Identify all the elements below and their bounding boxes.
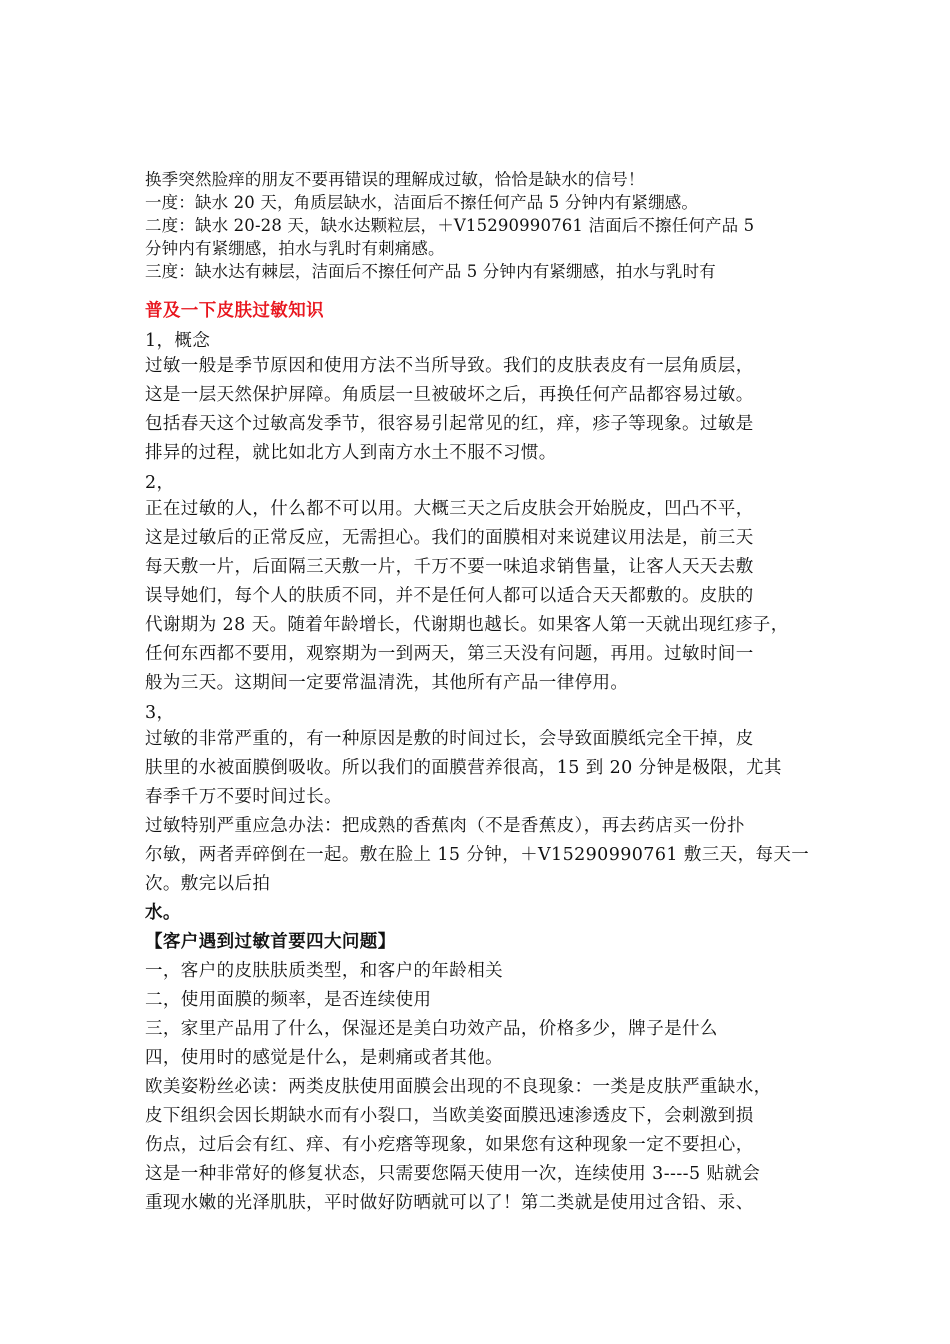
section1-line: 过敏一般是季节原因和使用方法不当所导致。我们的皮肤表皮有一层角质层， xyxy=(145,356,754,376)
section1-line: 误导她们，每个人的肤质不同，并不是任何人都可以适合天天都敷的。皮肤的 xyxy=(145,586,754,606)
section1-line: 这是一层天然保护屏障。角质层一旦被破坏之后，再换任何产品都容易过敏。 xyxy=(145,385,754,405)
section1-line: 任何东西都不要用，观察期为一到两天，第三天没有问题，再用。过敏时间一 xyxy=(145,644,754,664)
section2-line: 三，家里产品用了什么，保湿还是美白功效产品，价格多少，牌子是什么 xyxy=(145,1019,718,1039)
section2-line: 一，客户的皮肤肤质类型，和客户的年龄相关 xyxy=(145,961,503,981)
section2-line: 欧美姿粉丝必读：两类皮肤使用面膜会出现的不良现象：一类是皮肤严重缺水， xyxy=(145,1077,772,1097)
section2-line: 这是一种非常好的修复状态，只需要您隔天使用一次，连续使用 3----5 贴就会 xyxy=(145,1164,761,1184)
section1-line: 尔敏，两者弄碎倒在一起。敷在脸上 15 分钟，＋V15290990761 敷三天，每天一 xyxy=(145,845,810,865)
section1-line: 般为三天。这期间一定要常温清洗，其他所有产品一律停用。 xyxy=(145,673,629,693)
section2-heading: 【客户遇到过敏首要四大问题】 xyxy=(145,932,396,952)
section1-line: 肤里的水被面膜倒吸收。所以我们的面膜营养很高，15 到 20 分钟是极限，尤其 xyxy=(145,758,782,778)
section1-line: 每天敷一片，后面隔三天敷一片，千万不要一味追求销售量，让客人天天去敷 xyxy=(145,557,754,577)
section1-line: 包括春天这个过敏高发季节，很容易引起常见的红，痒，疹子等现象。过敏是 xyxy=(145,414,754,434)
intro-line-1: 换季突然脸痒的朋友不要再错误的理解成过敏，恰恰是缺水的信号！ xyxy=(145,170,645,189)
section1-line: 这是过敏后的正常反应，无需担心。我们的面膜相对来说建议用法是，前三天 xyxy=(145,528,754,548)
section1-line: 2， xyxy=(145,473,175,493)
section1-line: 春季千万不要时间过长。 xyxy=(145,787,342,807)
intro-line-5: 三度：缺水达有棘层，洁面后不擦任何产品 5 分钟内有紧绷感，拍水与乳时有 xyxy=(145,262,716,281)
section2-line: 二，使用面膜的频率，是否连续使用 xyxy=(145,990,432,1010)
section1-tail: 水。 xyxy=(145,903,181,923)
section1-heading: 普及一下皮肤过敏知识 xyxy=(145,301,324,321)
intro-line-4: 分钟内有紧绷感，拍水与乳时有刺痛感。 xyxy=(145,239,445,258)
section1-line: 1，概念 xyxy=(145,331,211,351)
section1-line: 3， xyxy=(145,703,175,723)
section1-line: 次。敷完以后拍 xyxy=(145,874,271,894)
section2-line: 重现水嫩的光泽肌肤，平时做好防晒就可以了！第二类就是使用过含铅、汞、 xyxy=(145,1193,754,1213)
section1-line: 正在过敏的人，什么都不可以用。大概三天之后皮肤会开始脱皮，凹凸不平， xyxy=(145,499,754,519)
section2-line: 皮下组织会因长期缺水而有小裂口，当欧美姿面膜迅速渗透皮下，会刺激到损 xyxy=(145,1106,754,1126)
intro-line-2: 一度：缺水 20 天，角质层缺水，洁面后不擦任何产品 5 分钟内有紧绷感。 xyxy=(145,193,699,212)
section2-line: 伤点，过后会有红、痒、有小疙瘩等现象，如果您有这种现象一定不要担心， xyxy=(145,1135,754,1155)
section1-line: 排异的过程，就比如北方人到南方水土不服不习惯。 xyxy=(145,443,557,463)
section2-line: 四，使用时的感觉是什么，是刺痛或者其他。 xyxy=(145,1048,503,1068)
intro-line-3: 二度：缺水 20-28 天，缺水达颗粒层，＋V15290990761 洁面后不擦任何产品 5 xyxy=(145,216,755,235)
section1-line: 代谢期为 28 天。随着年龄增长，代谢期也越长。如果客人第一天就出现红疹子， xyxy=(145,615,789,635)
section1-line: 过敏特别严重应急办法：把成熟的香蕉肉（不是香蕉皮），再去药店买一份扑 xyxy=(145,816,745,836)
section1-line: 过敏的非常严重的，有一种原因是敷的时间过长，会导致面膜纸完全干掉，皮 xyxy=(145,729,754,749)
